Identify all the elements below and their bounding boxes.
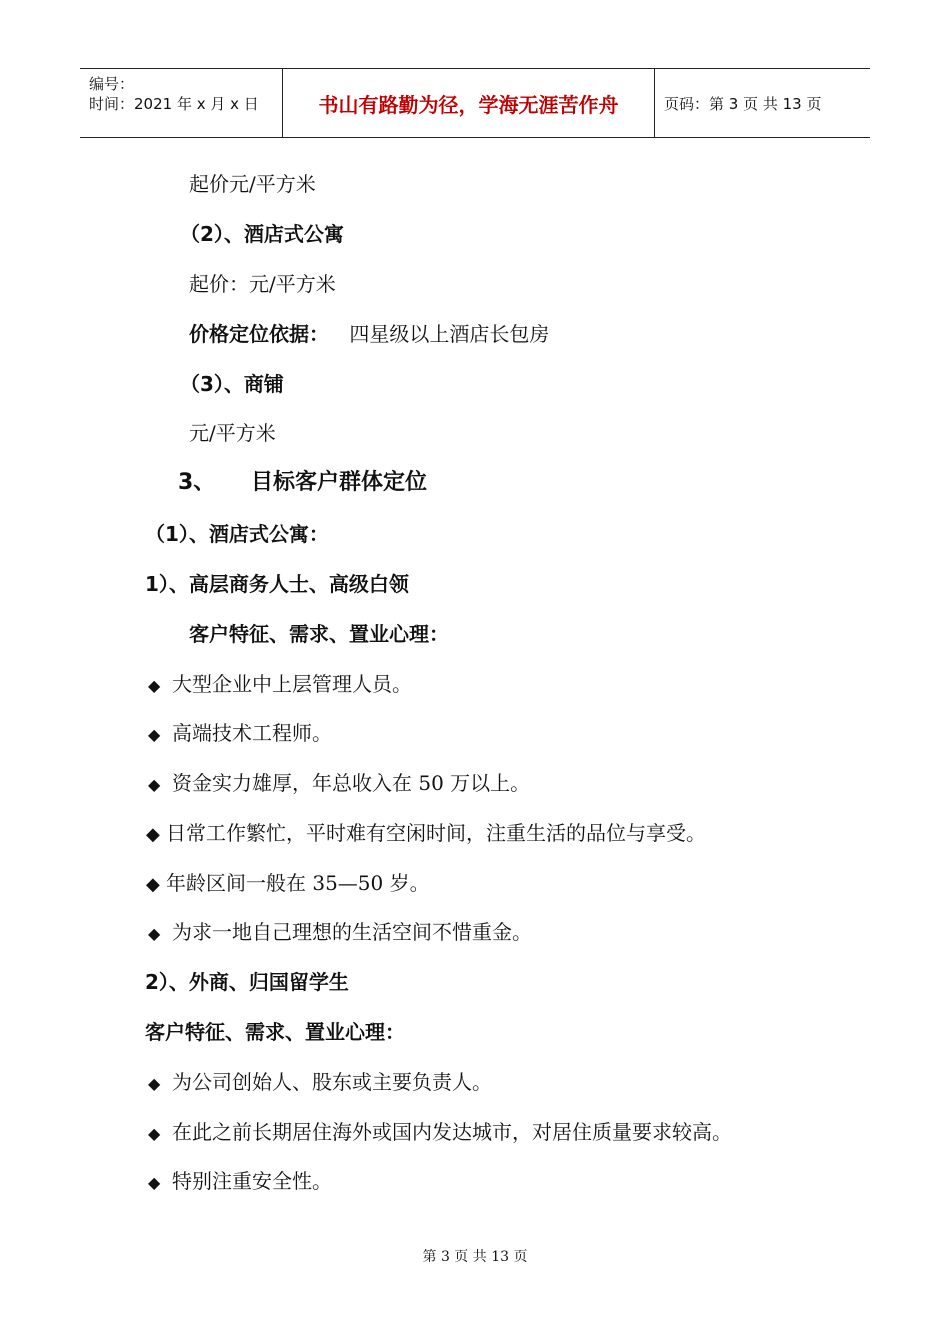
header-motto: 书山有路勤为径，学海无涯苦作舟: [283, 69, 655, 137]
diamond-bullet-icon: ◆: [148, 1124, 161, 1143]
section-number: 3、: [178, 470, 216, 495]
header-meta: [80, 69, 283, 137]
list-item: ◆ 为求一地自己理想的生活空间不惜重金。: [148, 920, 532, 944]
diamond-bullet-icon: ◆: [148, 676, 161, 695]
section-heading-target-customers: [178, 471, 427, 495]
list-item: ◆ 大型企业中上层管理人员。: [148, 672, 412, 696]
traits-heading-1: 客户特征、需求、置业心理：: [189, 622, 449, 646]
list-item: ◆ 特别注重安全性。: [148, 1169, 332, 1193]
diamond-bullet-icon: ◆: [148, 1173, 161, 1192]
doc-time-label: 时间：2021 年 x 月 x 日: [89, 95, 259, 113]
price-line-3: 元/平方米: [189, 421, 276, 445]
list-item: ◆ 资金实力雄厚，年总收入在 50 万以上。: [148, 771, 531, 795]
list-item: ◆ 年龄区间一般在 35—50 岁。: [146, 871, 430, 895]
section-heading-shops: （3）、商铺: [180, 372, 284, 396]
doc-number-label: 编号：: [89, 75, 135, 93]
diamond-bullet-icon: ◆: [146, 874, 160, 895]
group-heading-1: 1）、高层商务人士、高级白领: [145, 572, 409, 596]
diamond-bullet-icon: ◆: [148, 1074, 161, 1093]
price-basis-value: 四星级以上酒店长包房: [349, 322, 550, 346]
page-footer: 第 3 页 共 13 页: [422, 1249, 528, 1265]
page-header: [80, 68, 870, 138]
list-item: ◆ 在此之前长期居住海外或国内发达城市，对居住质量要求较高。: [148, 1120, 732, 1144]
diamond-bullet-icon: ◆: [148, 775, 161, 794]
diamond-bullet-icon: ◆: [148, 924, 161, 943]
diamond-bullet-icon: ◆: [148, 725, 161, 744]
price-line-2: 起价：元/平方米: [189, 272, 336, 296]
price-basis-line: [189, 322, 549, 346]
group-heading-2: 2）、外商、归国留学生: [145, 970, 349, 994]
list-item: ◆ 为公司创始人、股东或主要负责人。: [148, 1070, 492, 1094]
price-basis-label: 价格定位依据：: [189, 322, 329, 346]
header-page-label: 页码：第 3 页 共 13 页: [664, 94, 822, 113]
list-item: ◆ 高端技术工程师。: [148, 721, 332, 745]
traits-heading-2: 客户特征、需求、置业心理：: [145, 1020, 405, 1044]
list-item: ◆ 日常工作繁忙，平时难有空闲时间，注重生活的品位与享受。: [146, 821, 706, 845]
price-line-1: 起价元/平方米: [189, 172, 316, 196]
subheading-apartment: （1）、酒店式公寓：: [145, 522, 329, 546]
section-heading-apartment: （2）、酒店式公寓: [180, 222, 344, 246]
diamond-bullet-icon: ◆: [146, 824, 160, 845]
section-title: 目标客户群体定位: [250, 470, 427, 495]
